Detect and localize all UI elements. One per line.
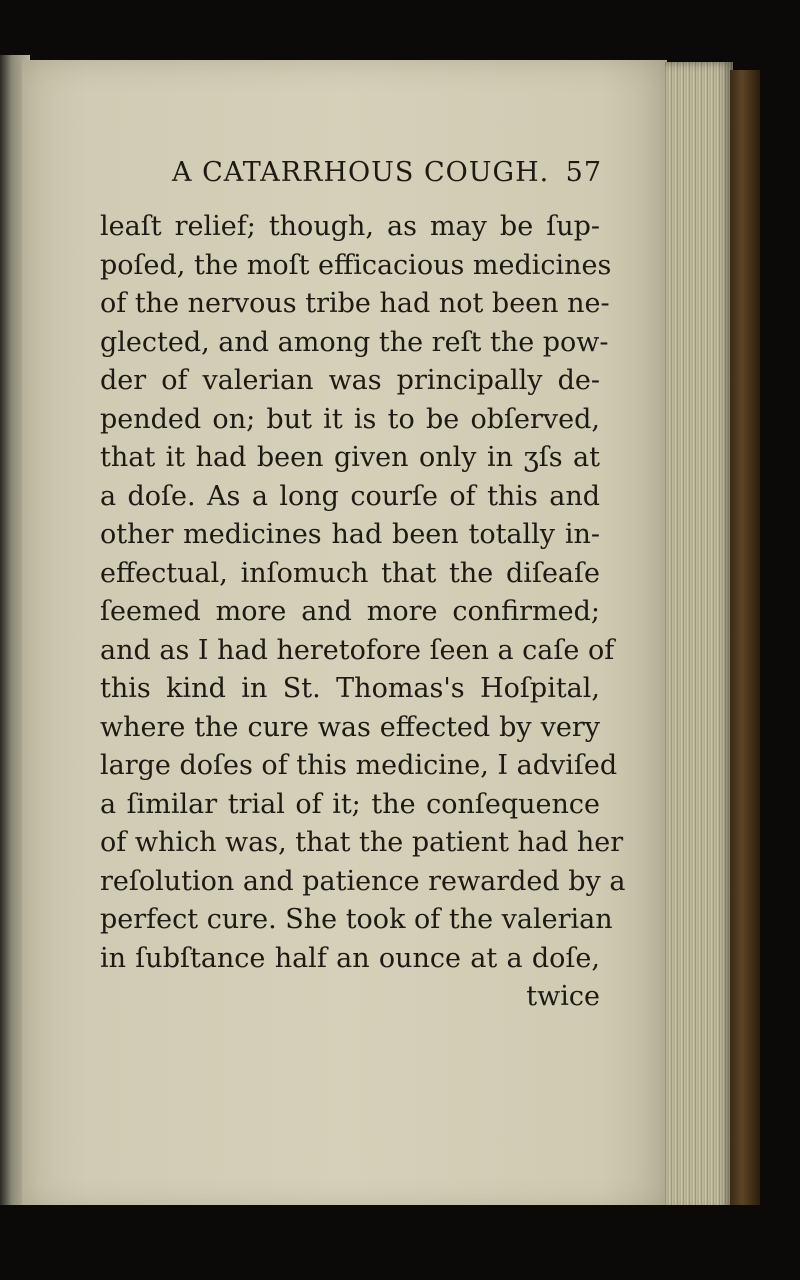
- catchword: twice: [526, 981, 600, 1012]
- text-line: effectual, inſomuch that the diſeaſe: [100, 557, 600, 589]
- text-line: large doſes of this medicine, I adviſed: [100, 750, 618, 781]
- text-line: and as I had heretofore ſeen a caſe of: [100, 634, 615, 666]
- text-line: of which was, that the patient had her: [100, 827, 624, 858]
- text-line: of the nervous tribe had not been ne-: [100, 288, 610, 319]
- page-stack-edge: [665, 62, 733, 1212]
- background-shadow: [0, 1205, 800, 1280]
- text-line: other medicines had been totally in-: [100, 519, 600, 550]
- running-header: [172, 157, 602, 197]
- text-line: in ſubſtance half an ounce at a doſe,: [100, 942, 600, 974]
- text-line: der of valerian was principally de-: [100, 365, 600, 396]
- text-line: ſeemed more and more confirmed;: [100, 596, 600, 627]
- text-line: a doſe. As a long courſe of this and: [100, 480, 600, 512]
- text-line: reſolution and patience rewarded by a: [100, 865, 626, 897]
- text-line: glected, and among the reſt the pow-: [100, 326, 609, 358]
- body-text: [100, 208, 626, 1017]
- text-line: pended on; but it is to be obſerved,: [100, 403, 600, 435]
- text-line: leaſt relief; though, as may be ſup-: [100, 211, 600, 242]
- text-line: this kind in St. Thomas's Hoſpital,: [100, 673, 600, 704]
- text-line: perfect cure. She took of the valerian: [100, 904, 613, 935]
- text-line: where the cure was effected by very: [100, 711, 600, 743]
- book-cover-edge: [730, 70, 760, 1220]
- text-line: a ſimilar trial of it; the conſequence: [100, 788, 600, 820]
- page-number: 57: [565, 157, 602, 188]
- text-line: that it had been given only in ʒſs at: [100, 442, 600, 473]
- running-title: A CATARRHOUS COUGH.: [172, 157, 550, 188]
- text-line: poſed, the moſt efficacious medicines: [100, 249, 612, 281]
